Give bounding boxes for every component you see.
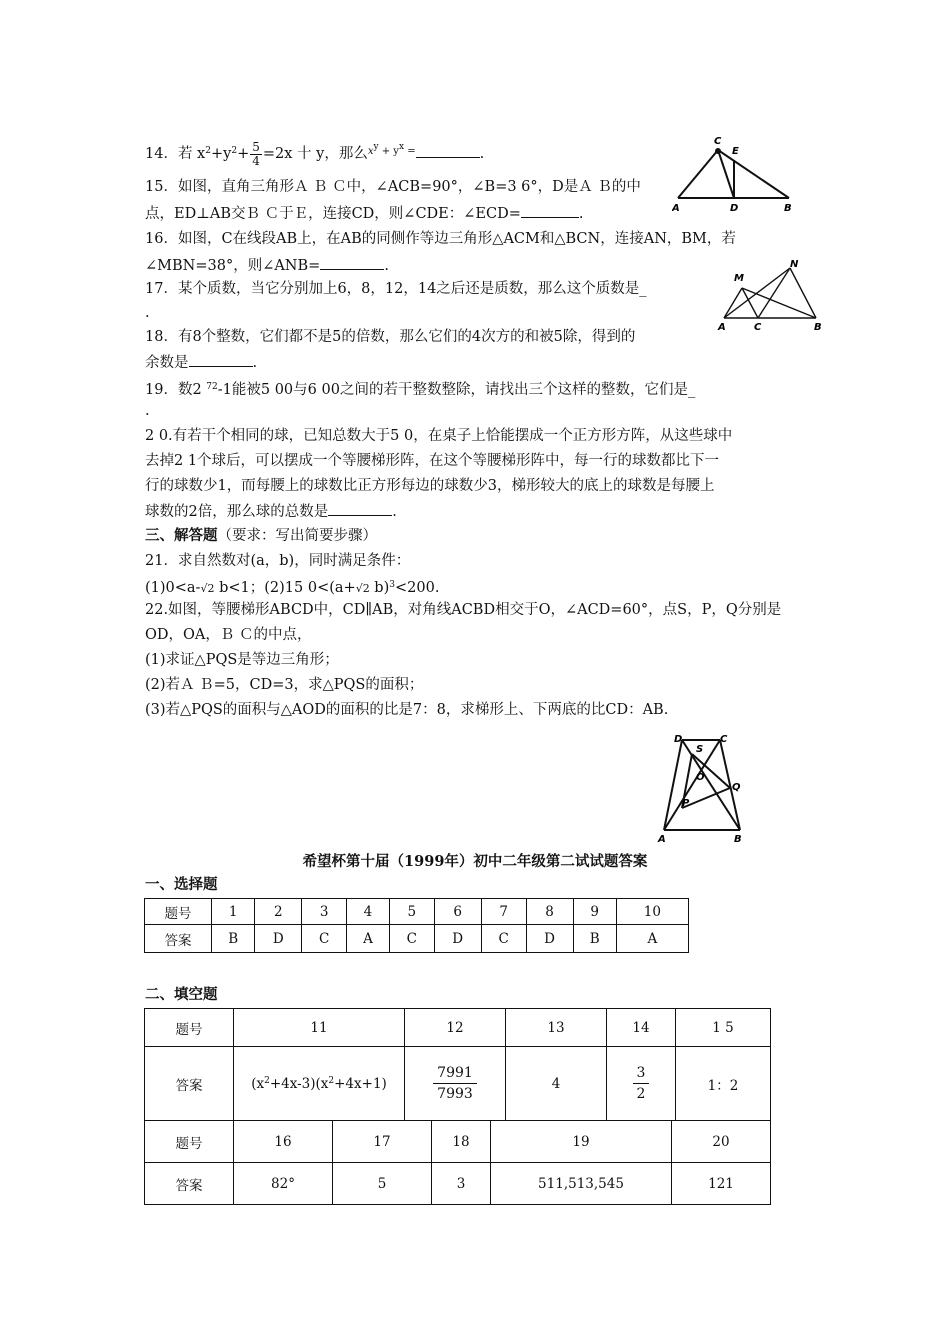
section-1-heading: 一、选择题	[145, 876, 218, 893]
label-P: P	[682, 798, 690, 809]
question-18-line1: 18．有8个整数，它们都不是5的倍数，那么它们的4次方的和被5除，得到的	[145, 329, 636, 345]
question-17-line1: 17．某个质数，当它分别加上6，8，12，14之后还是质数，那么这个质数是_	[145, 281, 647, 297]
question-20-line2: 去掉2 1个球后，可以摆成一个等腰梯形阵，在这个等腰梯形阵中，每一行的球数都比下一	[145, 453, 720, 469]
question-21-line2: (1)0<a-√2 b<1；(2)15 0<(a+√2 b)$^3$<200.	[145, 580, 440, 596]
question-15-line1: 15．如图，直角三角形Ａ Ｂ Ｃ中，∠ACB=90°，∠B=3 6°，D是Ａ Ｂ的中	[145, 179, 641, 195]
question-16-line1: 16．如图，C在线段AB上，在AB的同侧作等边三角形△ACM和△BCN，连接AN，BM，若	[145, 231, 736, 247]
question-22-line1: 22.如图，等腰梯形ABCD中，CD∥AB，对角线ACBD相交于O，∠ACD=60°，点S，P，Q分别是	[145, 602, 782, 618]
label-O: O	[696, 772, 705, 783]
fill-answer-table-top	[144, 1008, 771, 1121]
label-C: C	[714, 136, 722, 147]
figure-trapezoid	[656, 732, 746, 844]
answer-blank[interactable]	[416, 143, 480, 158]
question-22-line3: (1)求证△PQS是等边三角形；	[145, 652, 339, 668]
label-D: D	[674, 734, 683, 745]
mc-answer-table	[144, 898, 689, 953]
table-row: 答案 B D C A C D C D B A	[145, 925, 689, 953]
answer-blank[interactable]	[521, 203, 579, 218]
question-18-line2: 余数是 .	[145, 352, 257, 373]
question-19-line2: .	[145, 403, 150, 419]
question-14: 14．若 $x^2+y^2+$ $\frac{5}{4}$ =2x 十 y，那么$^{x^y + y^x =}$ .	[145, 139, 485, 168]
section-2-heading: 二、填空题	[145, 986, 218, 1003]
fraction: $\frac{5}{4}$	[252, 139, 260, 168]
answer-blank[interactable]	[189, 352, 253, 367]
label-M: M	[734, 273, 744, 284]
label-B: B	[814, 322, 822, 333]
question-22-line2: OD，OA，Ｂ Ｃ的中点，	[145, 627, 312, 643]
question-19-line1: 19．数2 $^{72}$-1能被5 00与6 00之间的若干整数整除，请找出三个这样的整数，它们是_	[145, 382, 696, 398]
table-row: 题号 1 2 3 4 5 6 7 8 9 10	[145, 899, 689, 925]
question-21-line1: 21．求自然数对(a，b)，同时满足条件：	[145, 553, 411, 569]
question-20-line1: 2 0.有若干个相同的球，已知总数大于5 0，在桌子上恰能摆成一个正方形方阵，从这些球中	[145, 428, 733, 444]
figure-right-triangle	[672, 130, 804, 216]
question-16-line2: ∠MBN=38°，则∠ANB= .	[145, 255, 389, 276]
label-A: A	[718, 322, 726, 333]
label-C: C	[720, 734, 728, 745]
figure-equilateral-triangles	[716, 258, 830, 334]
question-15-line2: 点，ED⊥AB交Ｂ Ｃ于Ｅ，连接CD，则∠CDE：∠ECD= .	[145, 203, 583, 224]
label-A: A	[658, 834, 666, 844]
section-3-heading: 三、解答题（要求：写出简要步骤）	[145, 527, 377, 544]
question-22-line5: (3)若△PQS的面积与△AOD的面积的比是7：8，求梯形上、下两底的比CD：AB.	[145, 702, 669, 718]
table-row: 答案 82° 5 3 511,513,545 121	[145, 1163, 771, 1205]
question-22-line4: (2)若Ａ Ｂ=5，CD=3，求△PQS的面积；	[145, 677, 424, 693]
label-B: B	[784, 203, 792, 214]
label-A: A	[672, 203, 680, 214]
label-C: C	[754, 322, 762, 333]
question-20-line4: 球数的2倍，那么球的总数是 .	[145, 501, 397, 522]
label-S: S	[696, 744, 704, 755]
label-B: B	[734, 834, 742, 844]
table-row: 题号 16 17 18 19 20	[145, 1121, 771, 1163]
label-Q: Q	[732, 782, 741, 793]
label-N: N	[790, 259, 799, 270]
fill-answer-table-bottom	[144, 1120, 771, 1205]
label-E: E	[732, 146, 739, 157]
question-20-line3: 行的球数少1，而每腰上的球数比正方形每边的球数少3，梯形较大的底上的球数是每腰上	[145, 478, 715, 494]
question-17-line2: .	[145, 305, 150, 321]
table-row: 题号 11 12 13 14 1 5	[145, 1009, 771, 1047]
table-row: 答案 $(x^2+4x-3)(x^2+4x+1)$ $\frac{7991}{7993}$ 4 $\frac{3}{2}$ 1：2	[145, 1047, 771, 1121]
label-D: D	[730, 203, 739, 214]
answer-title: 希望杯第十届（1999年）初中二年级第二试试题答案	[302, 853, 648, 870]
answer-blank[interactable]	[320, 255, 384, 270]
answer-blank[interactable]	[328, 501, 392, 516]
